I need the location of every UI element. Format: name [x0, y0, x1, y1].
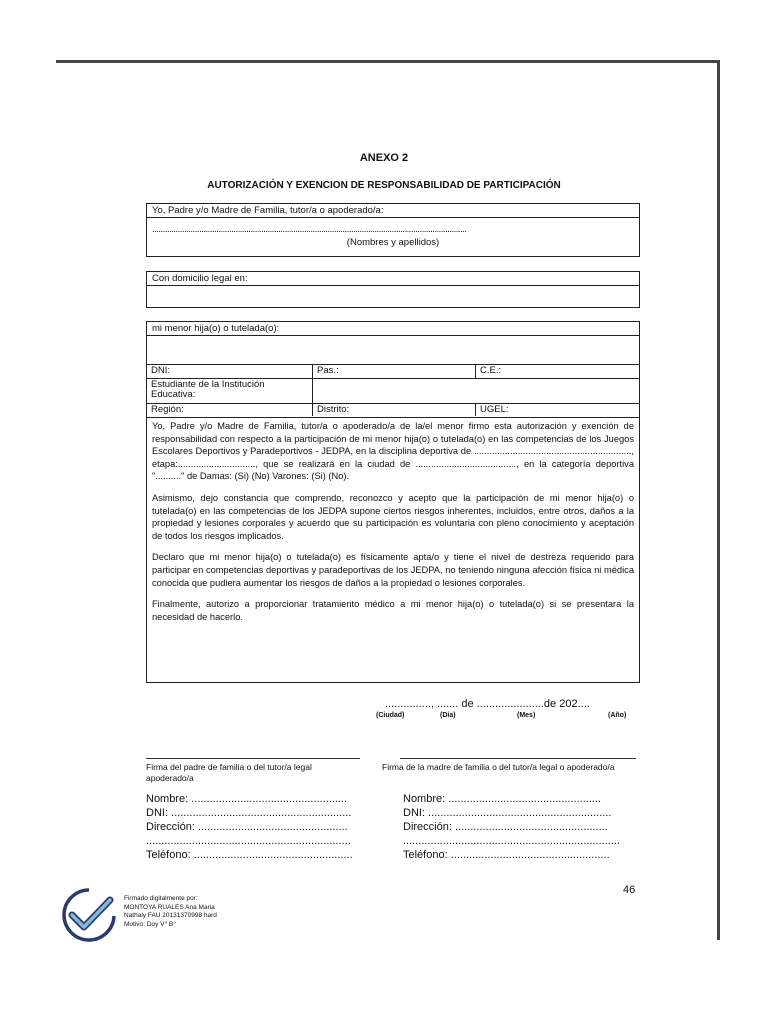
- father-dni-field[interactable]: DNI: ...........................................................: [146, 807, 352, 819]
- address-field[interactable]: [147, 286, 639, 308]
- passport-cell[interactable]: Pas.:: [313, 365, 476, 378]
- date-label-dia: (Día): [440, 712, 456, 719]
- minor-name-field[interactable]: [147, 336, 639, 365]
- declaration-paragraph-3: Declaro que mi menor hija(o) o tutelada(o) es físicamente apta/o y tiene el nivel de destreza requerido para participar en competencias deportivas y paradeportivas de los JEDPA, no teniendo ninguna afección física ni médica conocida que pudiera aumentar los riesgos de daños a la propiedad o lesiones corporales.: [152, 552, 634, 588]
- parent-name-hint: (Nombres y apellidos): [346, 237, 440, 248]
- father-direccion-field[interactable]: Dirección: .................................................: [146, 821, 348, 833]
- address-box: [146, 271, 640, 308]
- address-label: Con domicilio legal en:: [147, 272, 639, 286]
- parent-label: Yo, Padre y/o Madre de Familia, tutor/a o apoderado/a:: [147, 204, 639, 218]
- signature-line-2: MONTOYA RUALES Ana Maria: [124, 903, 215, 911]
- district-cell[interactable]: Distrito:: [313, 404, 476, 416]
- school-label: Estudiante de la Institución Educativa:: [147, 379, 313, 403]
- mother-signature-caption: Firma de la madre de familia o del tutor/a legal o apoderado/a: [382, 762, 615, 772]
- signature-line-3: Nathaly FAU 20131370998 hard: [124, 912, 217, 919]
- signature-line-1: Firmado digitalmente por:: [124, 895, 198, 902]
- mother-telefono-field[interactable]: Teléfono: ....................................................: [403, 849, 610, 861]
- school-field[interactable]: [313, 379, 639, 403]
- date-label-anio: (Año): [608, 712, 627, 719]
- date-label-mes: (Mes): [517, 712, 536, 719]
- minor-label: mi menor hija(o) o tutelada(o):: [147, 322, 639, 336]
- father-signature-line[interactable]: [146, 758, 360, 759]
- region-cell[interactable]: Región:: [147, 404, 313, 416]
- father-telefono-field[interactable]: Teléfono: ....................................................: [146, 849, 353, 861]
- father-direccion-extra-field[interactable]: ...................................................................: [146, 835, 351, 847]
- parent-name-dots[interactable]: ...................................................................................................................................................: [152, 224, 467, 235]
- father-signature-caption: Firma del padre de familia o del tutor/a legal apoderado/a: [146, 762, 312, 783]
- document-title: AUTORIZACIÓN Y EXENCION DE RESPONSABILIDAD DE PARTICIPACIÓN: [207, 180, 561, 191]
- mother-direccion-field[interactable]: Dirección: ..................................................: [403, 821, 608, 833]
- checkmark-seal-icon: [58, 886, 120, 947]
- mother-info: [403, 792, 643, 862]
- location-row: [147, 404, 639, 416]
- dni-cell[interactable]: DNI:: [147, 365, 313, 378]
- parent-box: [146, 203, 640, 257]
- ugel-cell[interactable]: UGEL:: [480, 404, 509, 415]
- father-info: [146, 792, 386, 862]
- page-number: 46: [623, 884, 636, 896]
- declaration-paragraph-4: Finalmente, autorizo a proporcionar tratamiento médico a mi menor hija(o) o tutelada(o) si se presentara la necesidad de hacerlo.: [152, 599, 634, 622]
- father-nombre-field[interactable]: Nombre: ...................................................: [146, 793, 348, 805]
- date-line[interactable]: ..............., ....... de ......................de 202....: [385, 698, 590, 710]
- declaration-paragraph-1: Yo, Padre y/o Madre de Familia, tutor/a o apoderado/a de la/el menor firmo esta autorización y exención de responsabilidad con respecto a la participación de mi menor hija(o) o tutelada(o) en las competencias de los Juegos Escolares Deportivos y Paradeportivos - JEDPA, en la disciplina deportiva de ............................................................., etapa:.............................., que se realizará en la ciudad de ......................................., en la categoría deportiva ".........." de Damas: (Si) (No) Varones: (Si) (No).: [152, 421, 634, 482]
- minor-box: [146, 321, 640, 418]
- mother-signature-line[interactable]: [400, 758, 636, 759]
- signature-line-4: Motivo: Doy V° B°: [124, 920, 176, 928]
- digital-signature-text: [124, 895, 284, 929]
- mother-nombre-field[interactable]: Nombre: ..................................................: [403, 793, 602, 805]
- declaration-box: [146, 417, 640, 683]
- annex-title: ANEXO 2: [359, 152, 409, 164]
- mother-direccion-extra-field[interactable]: .......................................................................: [403, 835, 620, 847]
- ce-cell[interactable]: C.E.:: [480, 365, 502, 376]
- mother-dni-field[interactable]: DNI: ............................................................: [403, 807, 612, 819]
- date-label-ciudad: (Ciudad): [376, 712, 405, 719]
- declaration-paragraph-2: Asimismo, dejo constancia que comprendo, reconozco y acepto que la participación de mi menor hija(o) o tutelada(o) en las competencias de los JEDPA supone ciertos riesgos inherentes, incluidos, entre otros, daños a la propiedad y lesiones corporales y acuerdo que su participación es voluntaria con pleno conocimiento y aceptación de todos los riesgos implicados.: [152, 492, 634, 541]
- id-row: [147, 365, 639, 379]
- school-row: [147, 379, 639, 404]
